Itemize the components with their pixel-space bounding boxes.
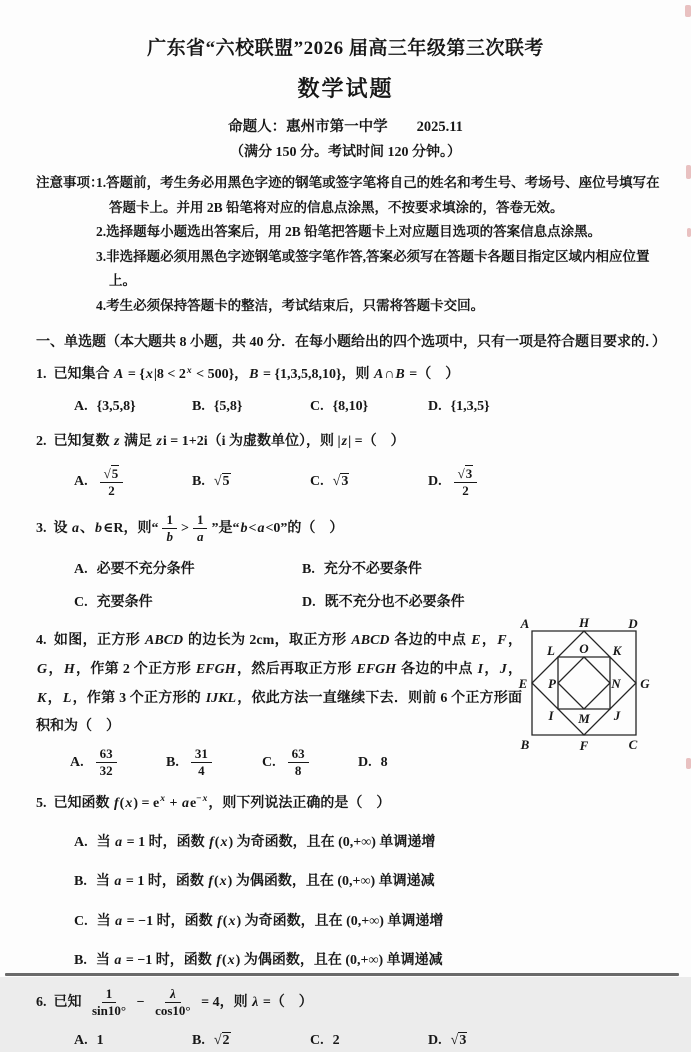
figure-label: K	[612, 643, 622, 659]
notice-item: 3.非选择题必须用黑色字迹钢笔或签字笔作答,答案必须写在答题卡各题目指定区域内相应位置上。	[96, 248, 650, 289]
figure-label: A	[520, 616, 530, 632]
squares-figure-svg	[514, 615, 654, 755]
question-6	[36, 986, 665, 1052]
option-c: C. √3	[310, 474, 349, 490]
scan-artifact	[686, 758, 691, 769]
question-number: 6.	[36, 994, 47, 1010]
question-5	[36, 793, 665, 973]
option-b: B. √2	[192, 1033, 230, 1049]
option-b: B. $\frac{31}{4}$	[166, 746, 262, 780]
figure-label: H	[578, 615, 590, 631]
option-c: C. 充要条件	[74, 594, 153, 610]
scan-artifact	[687, 228, 691, 237]
notice-item: 2.选择题每小题选出答案后，用 2B 铅笔把答题卡上对应题目选项的答案信息点涂黑。	[96, 224, 602, 240]
option-c: C. 2	[310, 1033, 340, 1049]
option-a: A. 必要不充分条件	[74, 561, 195, 577]
question-1-stem	[36, 364, 665, 386]
option-b: B. 充分不必要条件	[302, 561, 422, 577]
figure-label: M	[578, 711, 590, 727]
figure-label: E	[518, 676, 528, 692]
question-6-text: 已知 $\frac{1}{\sin 10^\circ}$ − $\frac{\lambda}{\cos 10^\circ}$ = 4，则 λ =（ ）	[53, 985, 313, 1018]
question-number: 2.	[36, 434, 47, 450]
question-5-text: 已知函数 $f(x) = e^x + ae^{-x}$，则下列说法正确的是（ ）	[53, 793, 391, 811]
question-3-stem	[36, 512, 665, 546]
notice-item: 1.答题前，考生务必用黑色字迹的钢笔或签字笔将自己的姓名和考生号、考场号、座位号填写在答题卡上。并用 2B 铅笔将对应的信息点涂黑，不按要求填涂的，答卷无效。	[96, 175, 660, 215]
option-a: A. $\frac{√5}{2}$	[74, 466, 192, 500]
option-a: A. $\frac{63}{32}$	[70, 746, 166, 780]
question-3	[36, 512, 665, 614]
scan-bottom-edge	[5, 973, 679, 976]
question-2-stem	[36, 431, 665, 453]
figure-label: N	[611, 676, 621, 692]
option-b: B. √5	[192, 474, 230, 490]
option-d: D. 8	[358, 754, 388, 770]
question-1	[36, 364, 665, 418]
option-a: A. 1	[74, 1033, 104, 1049]
option-b: B. 当 a = 1 时，函数 f(x) 为偶函数，且在 (0,+∞) 单调递减	[74, 874, 435, 890]
scan-artifact	[685, 5, 691, 17]
scan-artifact	[686, 165, 691, 179]
question-2-text: 已知复数 z 满足 zi = 1+2i（i 为虚数单位），则 |z| =（ ）	[53, 434, 405, 450]
notice-item: 4.考生必须保持答题卡的整洁，考试结束后，只需将答题卡交回。	[96, 297, 485, 313]
figure-label: G	[640, 676, 650, 692]
option-d: B. 当 a = −1 时，函数 f(x) 为偶函数，且在 (0,+∞) 单调递减	[74, 953, 443, 969]
exam-title: 广东省“六校联盟”2026 届高三年级第三次联考	[147, 38, 544, 59]
figure-label: D	[628, 616, 638, 632]
option-b: B. {5,8}	[192, 398, 243, 414]
option-c: C. $\frac{63}{8}$	[262, 746, 358, 780]
question-4	[36, 615, 665, 779]
question-number: 4.	[36, 633, 47, 649]
figure-label: P	[548, 676, 556, 692]
notice-label: 注意事项：	[36, 175, 104, 190]
figure-label: L	[547, 643, 555, 659]
question-number: 5.	[36, 795, 47, 811]
question-number: 3.	[36, 521, 47, 537]
option-d: D. √3	[428, 1033, 467, 1049]
proposer-line: 命题人：惠州市第一中学 2025.11	[228, 119, 463, 135]
figure-label: I	[548, 708, 554, 724]
question-4-stem	[36, 627, 522, 742]
subject-title: 数学试题	[297, 76, 394, 101]
question-6-stem	[36, 986, 665, 1020]
option-d: D. 既不充分也不必要条件	[302, 594, 465, 610]
option-d: D. $\frac{√3}{2}$	[428, 466, 480, 500]
option-a: A. 当 a = 1 时，函数 f(x) 为奇函数，且在 (0,+∞) 单调递增	[74, 834, 436, 850]
question-4-text: 如图，正方形 ABCD 的边长为 2cm，取正方形 ABCD 各边的中点 E，F，G，H，作第 2 个正方形 EFGH，然后再取正方形 EFGH 各边的中点 I，J，K，L，作第 3 个正方形的 IJKL，依此方法一直继续下去．则前 6 个正方形面积和为（ ）	[36, 633, 523, 735]
question-3-text: 设 a、b∈R，则“ $\frac{1}{b}$ > $\frac{1}{a}$ ”是“b<a<0”的（ ）	[53, 512, 344, 545]
figure-label: O	[579, 641, 589, 657]
figure-label: C	[628, 737, 638, 753]
figure-label: J	[613, 708, 621, 724]
question-5-stem	[36, 793, 665, 815]
option-c: C. 当 a = −1 时，函数 f(x) 为奇函数，且在 (0,+∞) 单调递增	[74, 913, 444, 929]
section-heading: 一、单选题（本大题共 8 小题，共 40 分．在每小题给出的四个选项中，只有一项是符合题目要求的．）	[36, 335, 666, 351]
figure-label: F	[579, 738, 589, 754]
question-number: 1.	[36, 367, 47, 383]
score-time-line: （满分 150 分。考试时间 120 分钟。）	[230, 145, 461, 160]
question-1-text: 已知集合 $A = \{x|8 < 2^x < 500\}$，B = {1,3,5,8,10}，则 A∩B =（ ）	[53, 365, 460, 383]
option-a: A. {3,5,8}	[74, 398, 136, 414]
option-c: C. {8,10}	[310, 398, 369, 414]
question-2	[36, 431, 665, 499]
nested-squares-figure	[514, 615, 654, 763]
option-d: D. {1,3,5}	[428, 398, 490, 414]
notice-section	[36, 171, 665, 318]
figure-label: B	[520, 737, 530, 753]
